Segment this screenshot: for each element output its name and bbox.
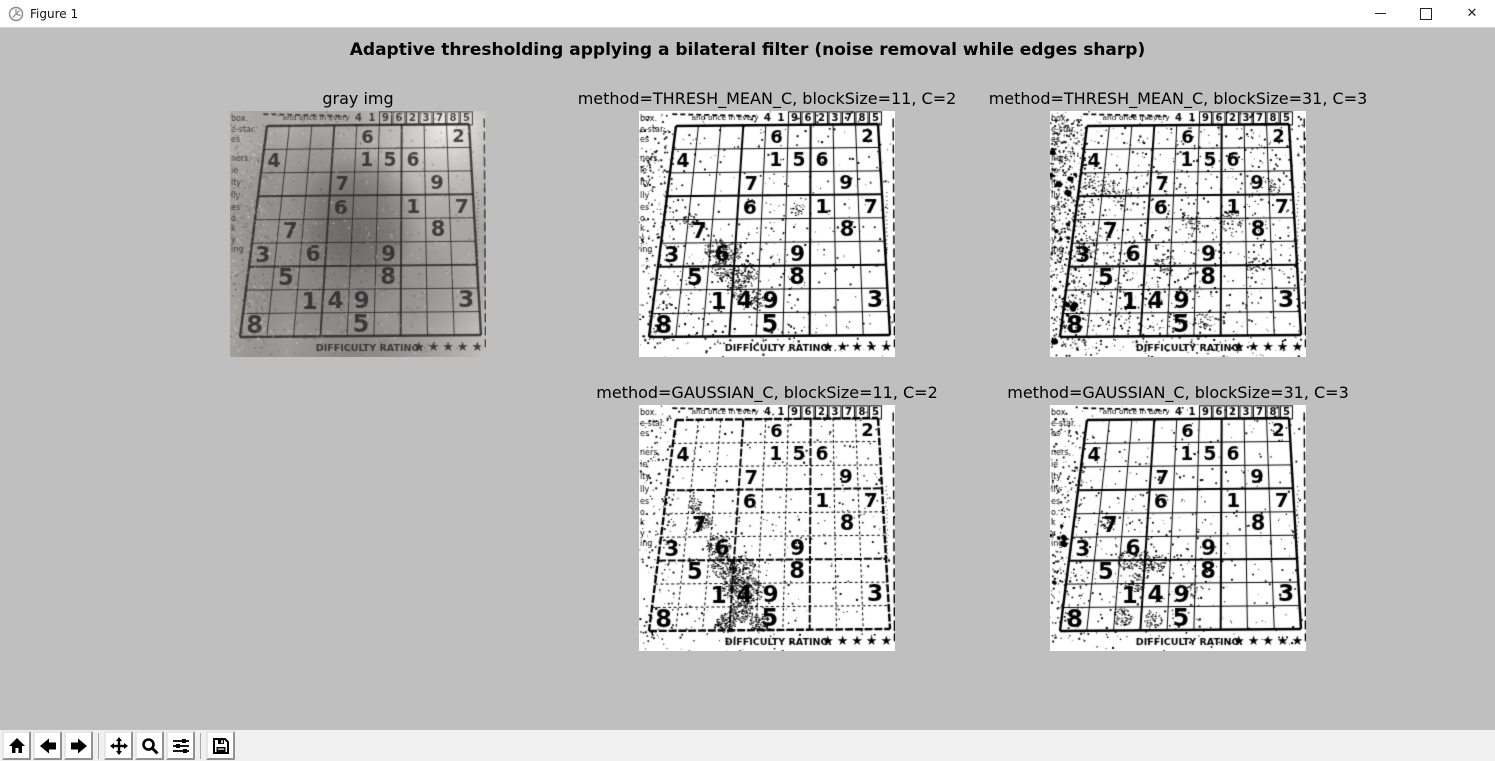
zoom-icon [141, 737, 159, 755]
toolbar-separator [200, 733, 201, 759]
forward-arrow-icon [70, 737, 88, 755]
subplot-title-mean11: method=THRESH_MEAN_C, blockSize=11, C=2 [577, 89, 957, 108]
matplotlib-app-icon [8, 6, 24, 22]
zoom-button[interactable] [135, 731, 164, 760]
back-arrow-icon [39, 737, 57, 755]
pan-button[interactable] [104, 731, 133, 760]
home-icon [8, 737, 26, 755]
subplot-image-gauss31 [1050, 405, 1306, 651]
subplot-image-mean31 [1050, 111, 1306, 357]
window-title: Figure 1 [30, 6, 79, 21]
subplot-title-gray: gray img [322, 89, 394, 108]
configure-subplots-button[interactable] [166, 731, 195, 760]
back-button[interactable] [33, 731, 62, 760]
minimize-button[interactable] [1357, 0, 1403, 27]
subplot-title-gauss11: method=GAUSSIAN_C, blockSize=11, C=2 [596, 383, 938, 402]
titlebar[interactable] [0, 0, 1495, 28]
subplot-image-gauss11 [639, 405, 895, 651]
maximize-button[interactable] [1403, 0, 1449, 27]
navigation-toolbar [0, 730, 1495, 761]
save-button[interactable] [206, 731, 235, 760]
subplot-title-mean31: method=THRESH_MEAN_C, blockSize=31, C=3 [988, 89, 1368, 108]
subplot-image-mean11 [639, 111, 895, 357]
home-button[interactable] [2, 731, 31, 760]
toolbar-separator [98, 733, 99, 759]
forward-button[interactable] [64, 731, 93, 760]
close-icon: ✕ [1466, 6, 1478, 21]
save-icon [212, 737, 230, 755]
subplot-title-gauss31: method=GAUSSIAN_C, blockSize=31, C=3 [1007, 383, 1349, 402]
figure-canvas[interactable] [0, 28, 1495, 730]
figure-suptitle: Adaptive thresholding applying a bilateral filter (noise removal while edges sharp) [349, 40, 1146, 60]
close-button[interactable] [1449, 0, 1495, 27]
subplot-image-gray [230, 111, 486, 357]
pan-icon [110, 737, 128, 755]
maximize-icon [1420, 8, 1432, 20]
sliders-icon [172, 737, 190, 755]
minimize-icon [1375, 13, 1386, 14]
